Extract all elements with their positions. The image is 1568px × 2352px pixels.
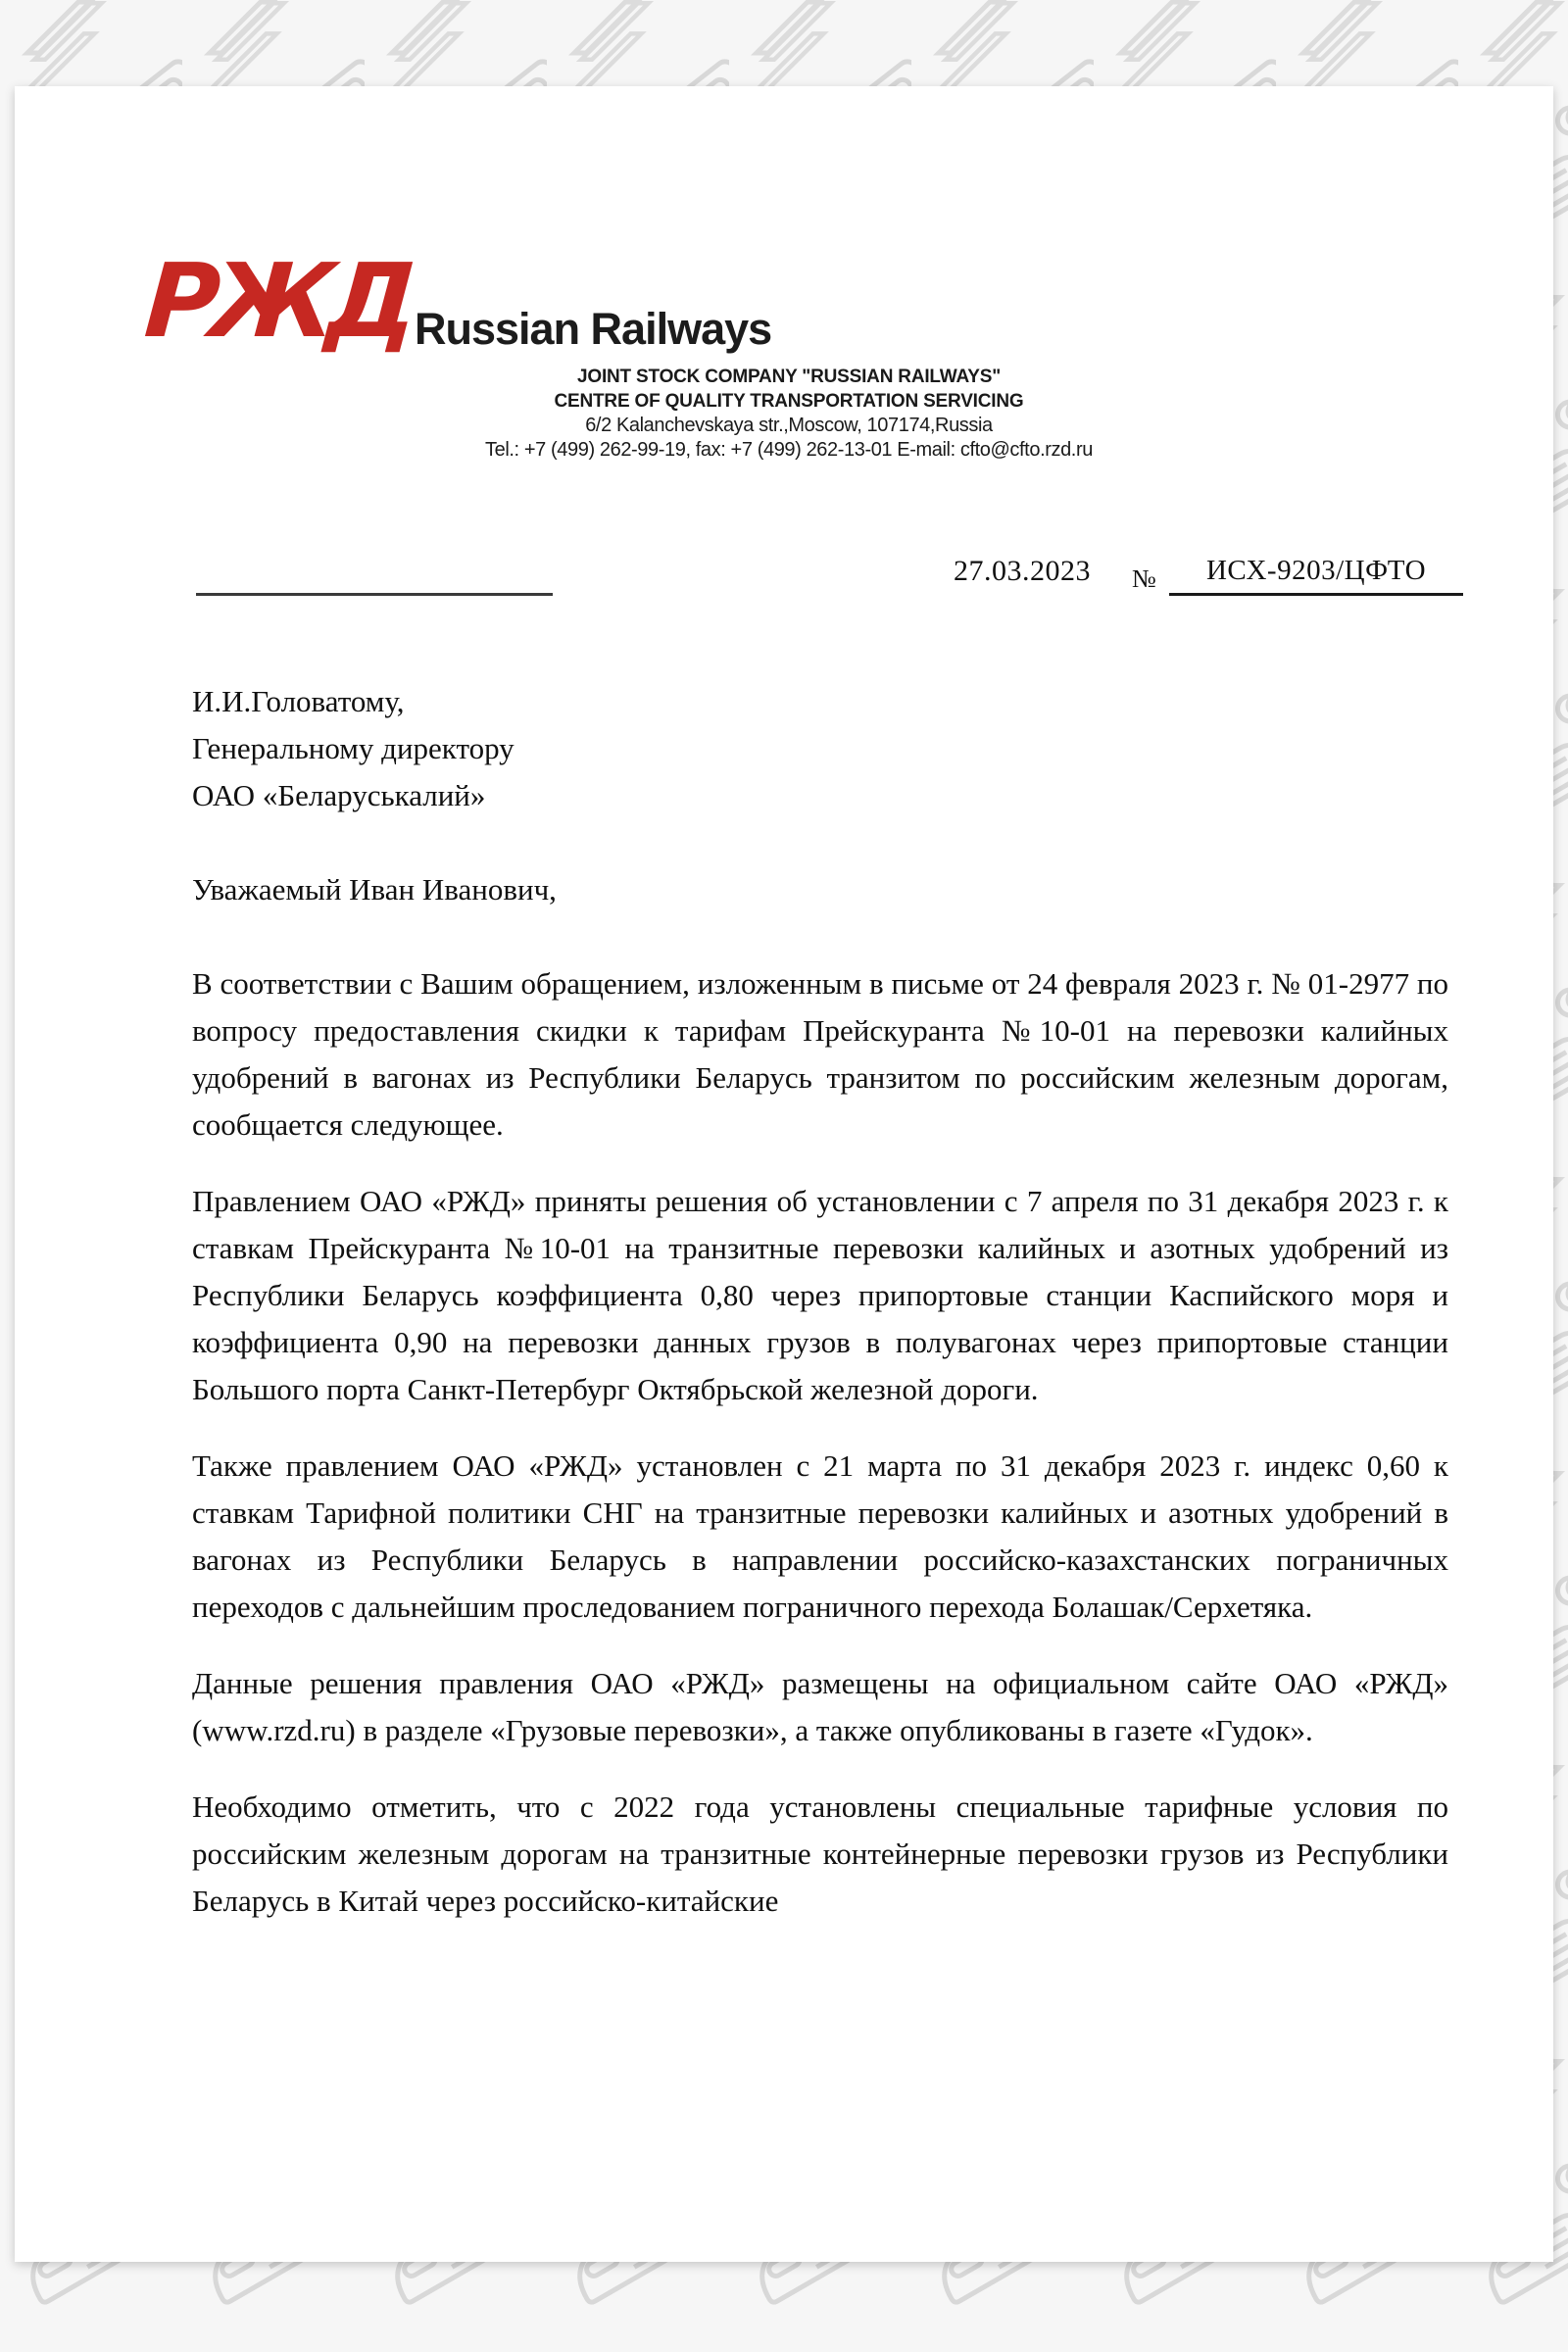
salutation: Уважаемый Иван Иванович, bbox=[192, 872, 557, 906]
letter-page bbox=[15, 86, 1553, 2262]
body-paragraph: Данные решения правления ОАО «РЖД» размещены на официальном сайте ОАО «РЖД» (www.rzd.ru) в разделе «Грузовые перевозки», а также опубликованы в газете «Гудок». bbox=[192, 1666, 1448, 1747]
addressee-name: И.И.Головатому, bbox=[192, 684, 405, 718]
addressee-title: Генеральному директору bbox=[192, 731, 514, 765]
letter-number: ИСХ-9203/ЦФТО bbox=[1169, 555, 1463, 596]
letterhead-info bbox=[299, 365, 1279, 463]
company-name-line: JOINT STOCK COMPANY "RUSSIAN RAILWAYS" bbox=[577, 367, 1001, 387]
body-paragraph: Необходимо отметить, что с 2022 года установлены специальные тарифные условия по российским железным дорогам на транзитные контейнерные перевозки грузов из Республики Беларусь в Китай через российско-китайские bbox=[192, 1789, 1448, 1918]
rzd-logo: РЖД bbox=[140, 241, 414, 361]
company-division-line: CENTRE OF QUALITY TRANSPORTATION SERVICING bbox=[554, 391, 1024, 412]
company-address-line: 6/2 Kalanchevskaya str.,Moscow, 107174,Russia bbox=[585, 415, 993, 436]
brand-wordmark: Russian Railways bbox=[415, 304, 772, 354]
addressee-company: ОАО «Беларуськалий» bbox=[192, 778, 486, 812]
blank-reference-line bbox=[196, 593, 553, 596]
letter-content bbox=[192, 678, 1448, 1954]
body-paragraph: В соответствии с Вашим обращением, изложенным в письме от 24 февраля 2023 г. № 01-2977 по вопросу предоставления скидки к тарифам Прейскуранта №10-01 на перевозки калийных удобрений в вагонах из Республики Беларусь транзитом по российским железным дорогам, сообщается следующее. bbox=[192, 966, 1448, 1142]
body-paragraph: Правлением ОАО «РЖД» приняты решения об установлении с 7 апреля по 31 декабря 2023 г. к ставкам Прейскуранта №10-01 на транзитные перевозки калийных и азотных удобрений из Республики Беларусь коэффициента 0,80 через припортовые станции Каспийского моря и коэффициента 0,90 на перевозки данных грузов в полувагонах через припортовые станции Большого порта Санкт-Петербург Октябрьской железной дороги. bbox=[192, 1184, 1448, 1406]
letter-date: 27.03.2023 bbox=[954, 555, 1091, 587]
body-paragraph: Также правлением ОАО «РЖД» установлен с 21 марта по 31 декабря 2023 г. индекс 0,60 к ставкам Тарифной политики СНГ на транзитные перевозки калийных и азотных удобрений в вагонах из Республики Беларусь в направлении российско-казахстанских пограничных переходов с дальнейшим проследованием пограничного перехода Болашак/Серхетяка. bbox=[192, 1448, 1448, 1624]
addressee-block bbox=[192, 678, 1448, 819]
number-sign: № bbox=[1132, 564, 1156, 593]
company-contact-line: Tel.: +7 (499) 262-99-19, fax: +7 (499) 262-13-01 E-mail: cfto@cfto.rzd.ru bbox=[485, 439, 1093, 461]
